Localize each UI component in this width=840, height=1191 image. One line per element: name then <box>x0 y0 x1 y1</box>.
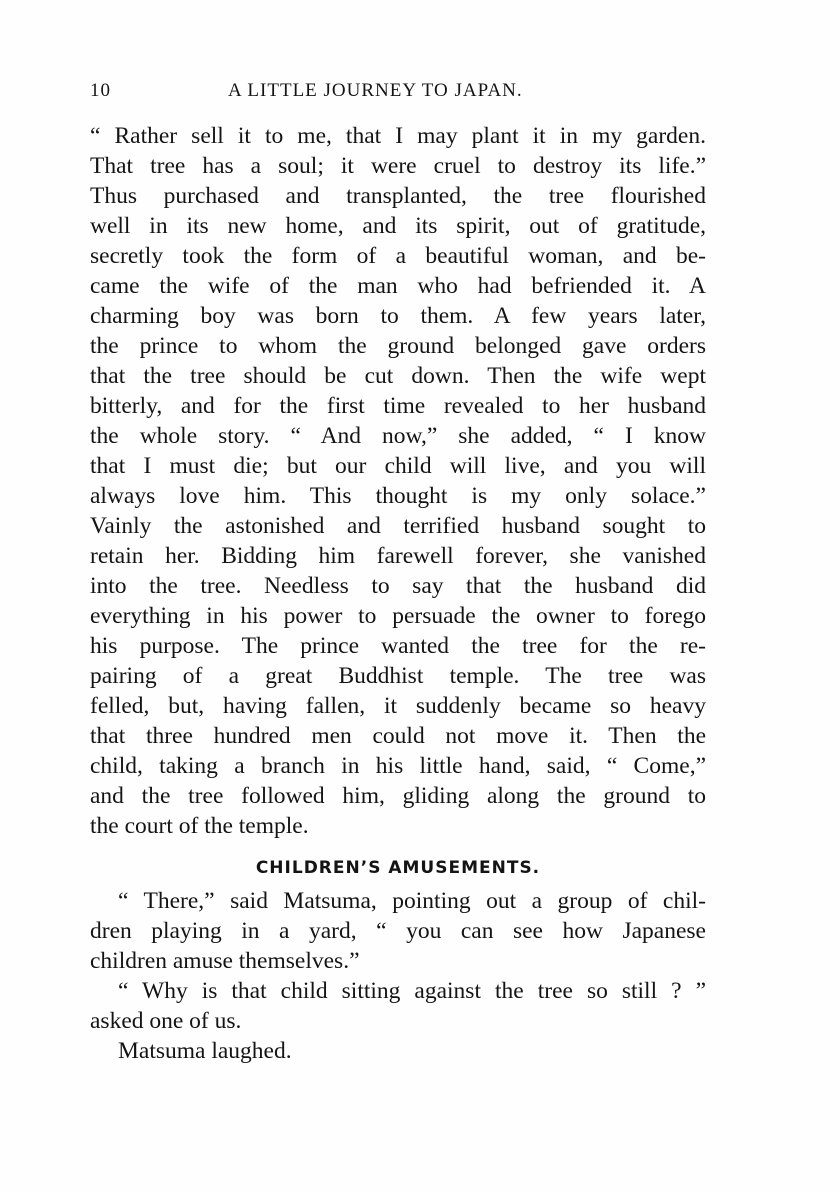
text-line: always love him. This thought is my only solace.” <box>90 483 706 509</box>
text-line: asked one of us. <box>90 1008 242 1034</box>
running-title: A LITTLE JOURNEY TO JAPAN. <box>228 80 523 101</box>
text-line: that I must die; but our child will live, and you will <box>90 453 706 479</box>
text-line: secretly took the form of a beautiful woman, and be- <box>90 243 706 269</box>
text-line: felled, but, having fallen, it suddenly became so heavy <box>90 693 706 719</box>
text-line: child, taking a branch in his little hand, said, “ Come,” <box>90 753 706 779</box>
text-line: charming boy was born to them. A few years later, <box>90 303 706 329</box>
text-line: came the wife of the man who had befriended it. A <box>90 273 706 299</box>
text-line: Matsuma laughed. <box>118 1038 292 1064</box>
page-number: 10 <box>90 80 111 101</box>
paragraph <box>90 121 706 841</box>
text-line: everything in his power to persuade the owner to forego <box>90 603 706 629</box>
text-line: the court of the temple. <box>90 813 309 839</box>
section-heading: CHILDREN’S AMUSEMENTS. <box>255 858 541 878</box>
text-line: retain her. Bidding him farewell forever, she vanished <box>90 543 706 569</box>
text-line: “ Rather sell it to me, that I may plant it in my garden. <box>90 123 706 149</box>
text-line: that three hundred men could not move it. Then the <box>90 723 706 749</box>
text-line: the prince to whom the ground belonged gave orders <box>90 333 706 359</box>
text-line: the whole story. “ And now,” she added, “ I know <box>90 423 706 449</box>
text-line: dren playing in a yard, “ you can see how Japanese <box>90 918 706 944</box>
text-line: his purpose. The prince wanted the tree for the re- <box>90 633 706 659</box>
text-line: pairing of a great Buddhist temple. The tree was <box>90 663 706 689</box>
text-line: children amuse themselves.” <box>90 948 360 974</box>
text-line: Thus purchased and transplanted, the tree flourished <box>90 183 706 209</box>
running-head <box>90 80 710 110</box>
text-line: bitterly, and for the first time revealed to her husband <box>90 393 706 419</box>
text-line: and the tree followed him, gliding along the ground to <box>90 783 706 809</box>
paragraph <box>90 1036 706 1066</box>
paragraph <box>90 976 706 1036</box>
text-line: into the tree. Needless to say that the husband did <box>90 573 706 599</box>
text-line: “ Why is that child sitting against the tree so still ? ” <box>118 978 706 1004</box>
text-line: well in its new home, and its spirit, out of gratitude, <box>90 213 706 239</box>
text-line: That tree has a soul; it were cruel to destroy its life.” <box>90 153 706 179</box>
text-line: that the tree should be cut down. Then the wife wept <box>90 363 706 389</box>
text-line: Vainly the astonished and terrified husband sought to <box>90 513 706 539</box>
text-line: “ There,” said Matsuma, pointing out a group of chil- <box>118 888 706 914</box>
paragraph <box>90 886 706 976</box>
body-text <box>90 121 706 1066</box>
